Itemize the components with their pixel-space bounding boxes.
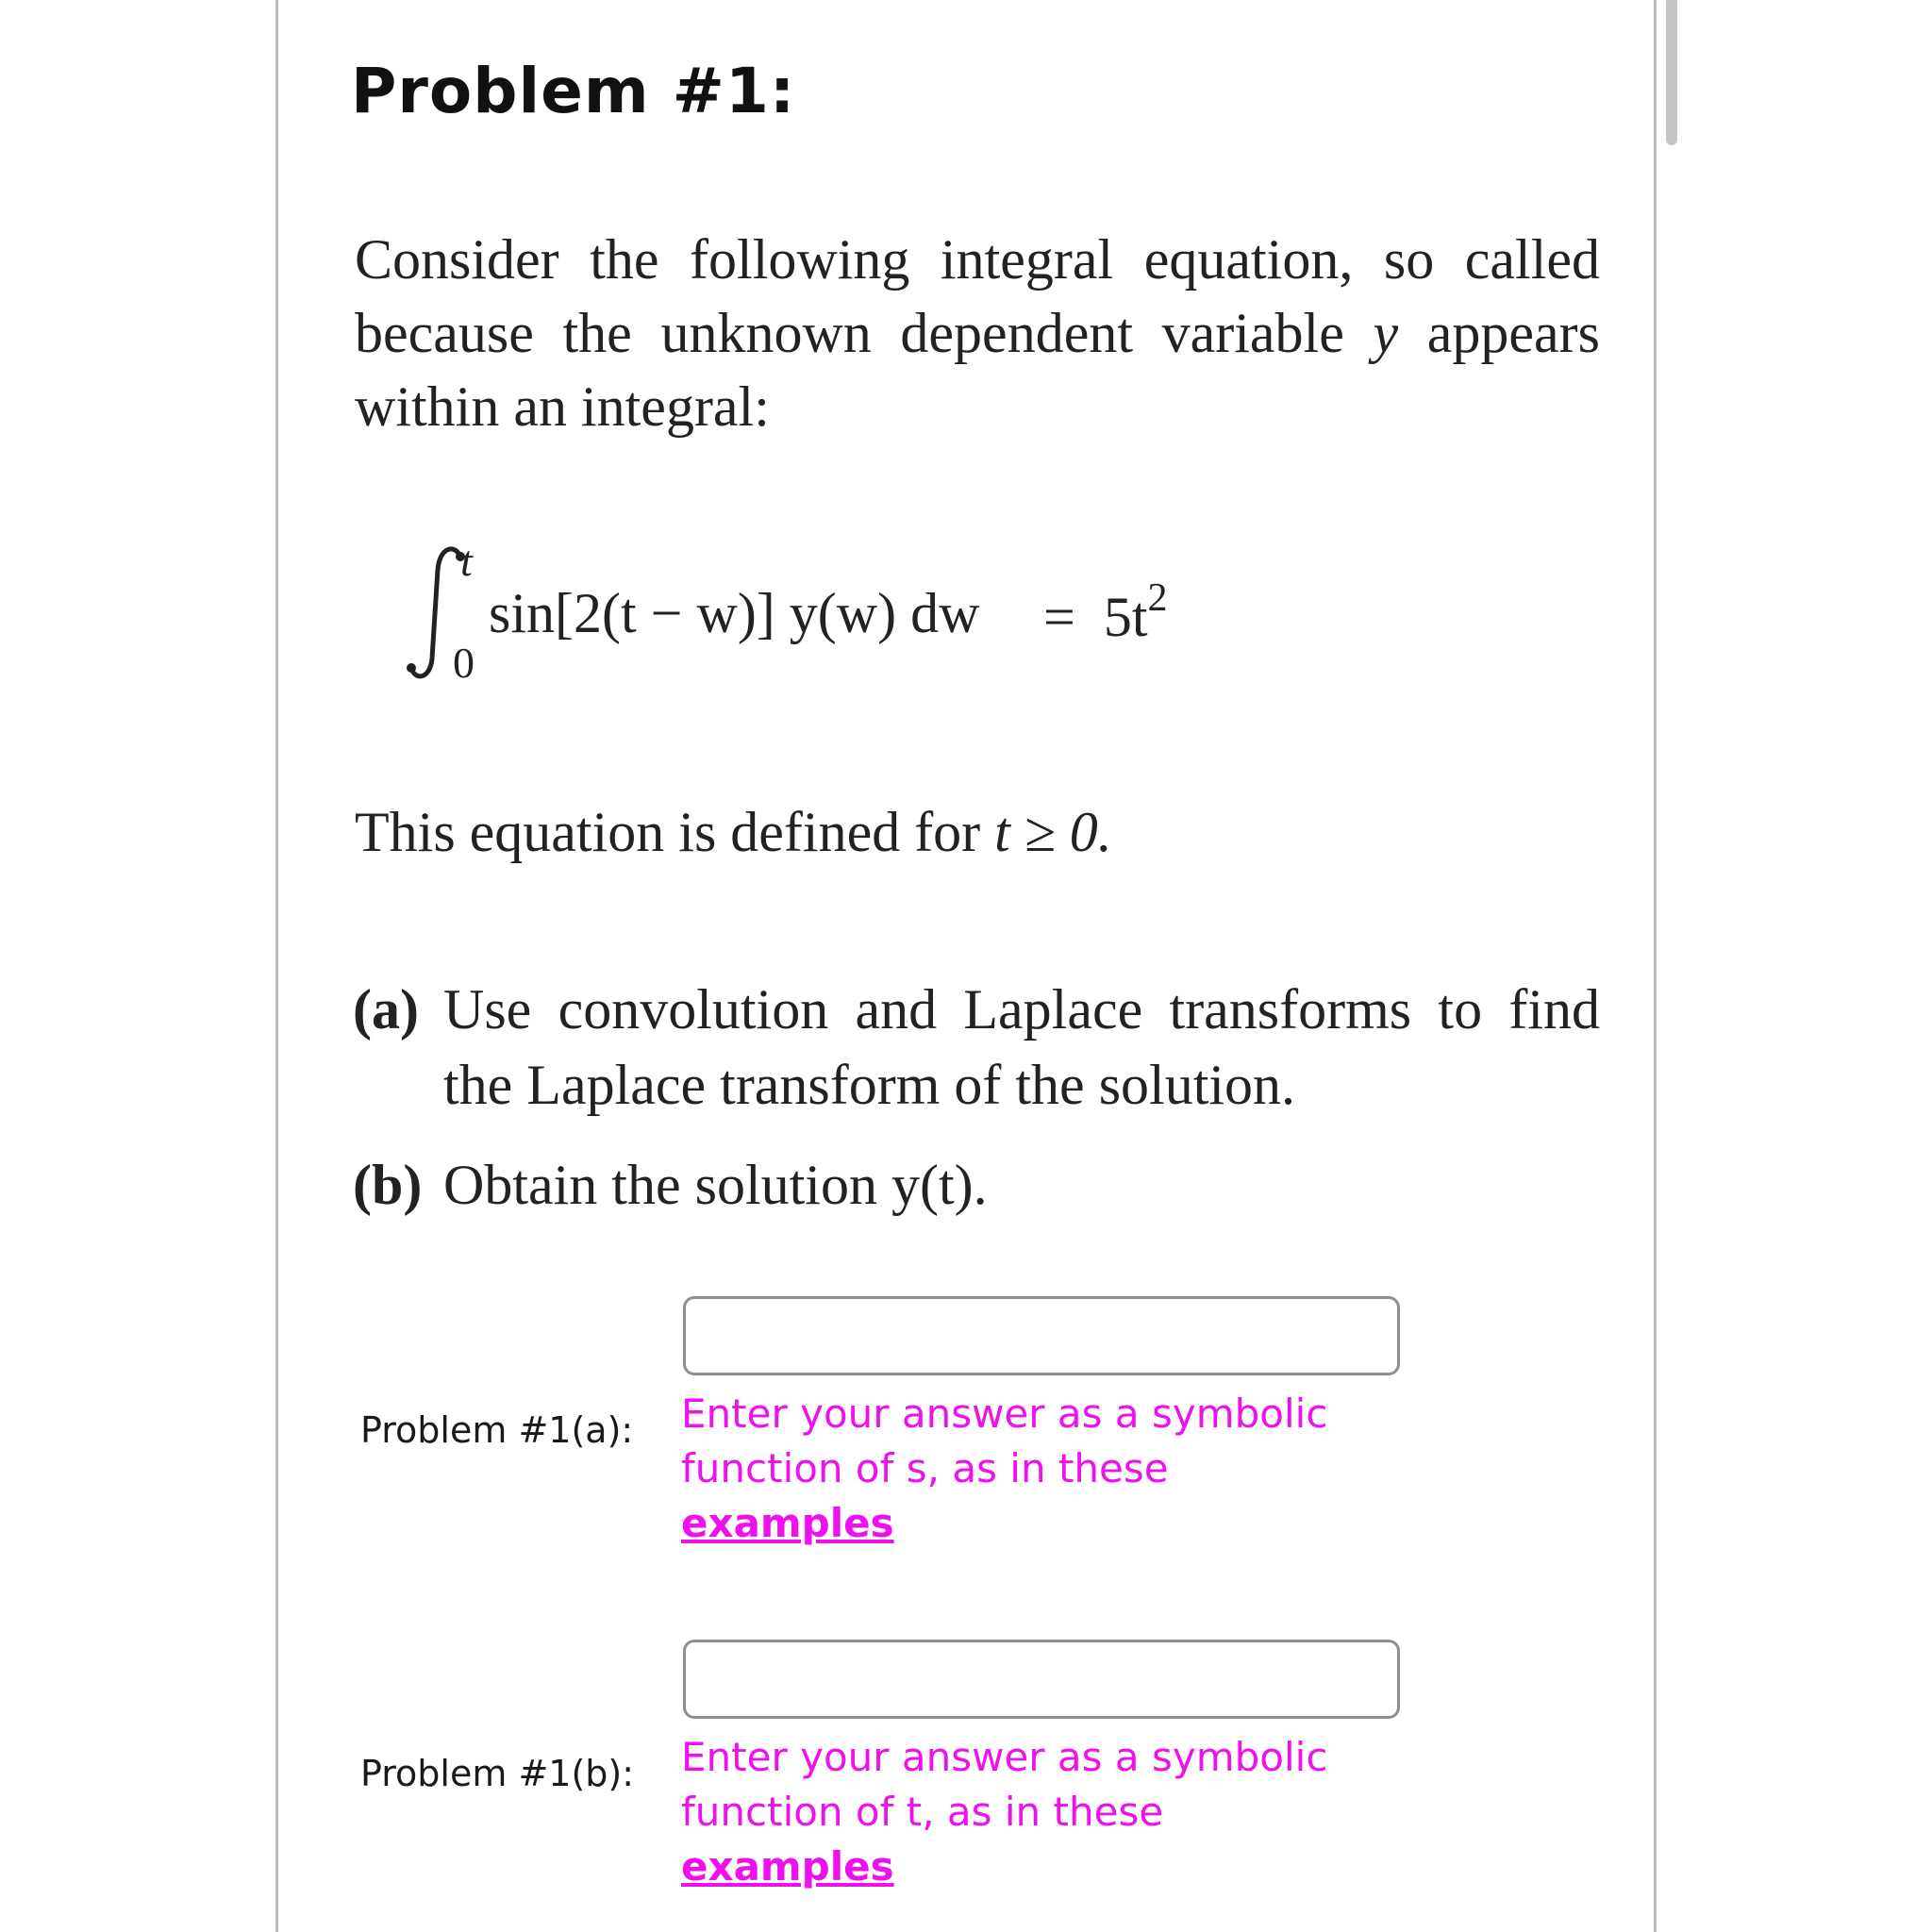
integral-equation <box>406 528 1255 698</box>
part-a-text: Use convolution and Laplace transforms to find the Laplace transform of the solution. <box>443 978 1600 1116</box>
problem-intro <box>355 223 1600 443</box>
answer-hint-b <box>681 1730 1398 1894</box>
equation-rhs <box>1043 576 1168 650</box>
part-a-label: (a) <box>353 978 419 1041</box>
answer-hint-a <box>681 1387 1398 1551</box>
answer-input-b[interactable] <box>683 1640 1400 1719</box>
integrand: sin[2(t − w)] y(w) dw <box>489 582 980 644</box>
integral-lower-limit: 0 <box>453 639 475 687</box>
equals-sign: = <box>1043 586 1075 648</box>
domain-statement <box>355 800 1112 865</box>
part-b <box>353 1147 1600 1223</box>
rhs-coefficient: 5t <box>1103 586 1148 648</box>
examples-link-b[interactable]: examples <box>681 1843 894 1890</box>
answer-label-b: Problem #1(b): <box>360 1753 635 1794</box>
intro-variable: y <box>1373 302 1399 364</box>
answer-label-a: Problem #1(a): <box>360 1409 634 1451</box>
rhs-exponent: 2 <box>1147 576 1168 620</box>
part-b-label: (b) <box>353 1154 423 1216</box>
answer-input-a[interactable] <box>683 1296 1400 1375</box>
hint-text-b: Enter your answer as a symbolic function of t, as in these <box>681 1734 1328 1835</box>
problem-title: Problem #1: <box>351 55 796 127</box>
intro-text-1: Consider the following integral equation, so called because the unknown dependent variable <box>355 228 1600 364</box>
domain-prefix: This equation is defined for <box>355 801 981 863</box>
scrollbar-thumb[interactable] <box>1666 0 1677 145</box>
part-a <box>353 972 1600 1123</box>
domain-condition: t ≥ 0. <box>994 801 1112 863</box>
hint-text-a: Enter your answer as a symbolic function of s, as in these <box>681 1391 1328 1491</box>
intro-text-2: appears within an integral: <box>355 302 1600 438</box>
examples-link-a[interactable]: examples <box>681 1500 894 1546</box>
part-b-text: Obtain the solution y(t). <box>443 1154 988 1216</box>
integral-upper-limit: t <box>460 537 473 585</box>
